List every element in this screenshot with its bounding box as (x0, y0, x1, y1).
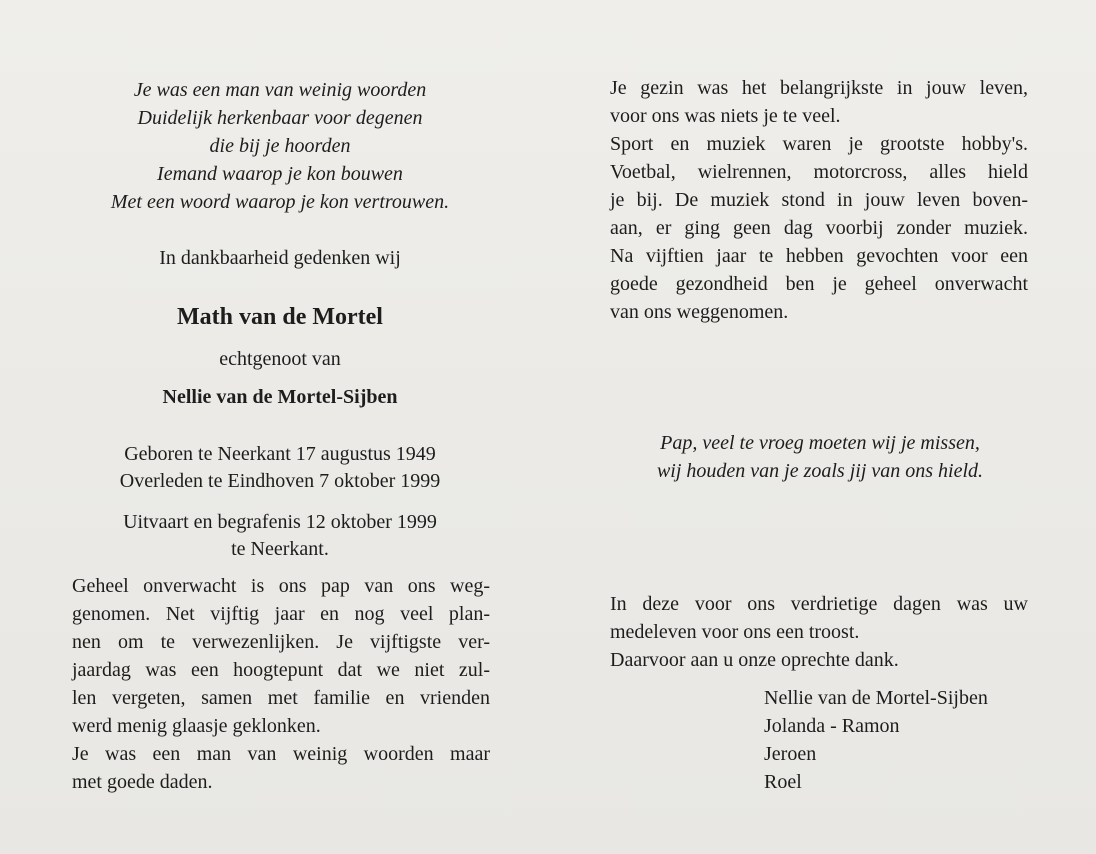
poem-line: Duidelijk herkenbaar voor degenen (137, 107, 423, 129)
story-line: Na vijftien jaar te hebben gevochten voor een (610, 245, 1028, 267)
story-line: Je gezin was het belangrijkste in jouw leven, (610, 77, 1028, 99)
story-line: van ons weggenomen. (610, 301, 789, 323)
poem-line: Met een woord waarop je kon vertrouwen. (110, 191, 450, 213)
relation-text: echtgenoot van (219, 348, 341, 370)
story-line: nen om te verwezenlijken. Je vijftigste ver- (72, 631, 490, 653)
story-line: len vergeten, samen met familie en vrienden (72, 687, 490, 709)
signatory: Jeroen (764, 743, 817, 765)
signatory: Nellie van de Mortel-Sijben (764, 687, 988, 709)
story-line: Sport en muziek waren je grootste hobby's. (610, 133, 1028, 155)
intro-text: In dankbaarheid gedenken wij (159, 247, 401, 269)
poem-line: die bij je hoorden (209, 135, 351, 157)
story-line: met goede daden. (72, 771, 213, 793)
thanks-line: medeleven voor ons een troost. (610, 621, 860, 643)
right-page (610, 0, 1030, 854)
spouse-name: Nellie van de Mortel-Sijben (162, 386, 398, 408)
poem-line: Je was een man van weinig woorden (133, 79, 427, 101)
quote-line: Pap, veel te vroeg moeten wij je missen, (660, 432, 980, 454)
story-line: werd menig glaasje geklonken. (72, 715, 321, 737)
left-page (60, 0, 500, 854)
signatory: Jolanda - Ramon (764, 715, 900, 737)
funeral-place: te Neerkant. (231, 538, 329, 560)
funeral-info: Uitvaart en begrafenis 12 oktober 1999 (123, 511, 437, 533)
story-line: voor ons was niets je te veel. (610, 105, 841, 127)
thanks-line: In deze voor ons verdrietige dagen was uw (610, 593, 1028, 615)
signatory: Roel (764, 771, 802, 793)
death-info: Overleden te Eindhoven 7 oktober 1999 (119, 470, 441, 492)
story-line: goede gezondheid ben je geheel onverwacht (610, 273, 1028, 295)
story-line: Je was een man van weinig woorden maar (72, 743, 490, 765)
story-line: je bij. De muziek stond in jouw leven boven- (610, 189, 1028, 211)
poem-line: Iemand waarop je kon bouwen (157, 163, 403, 185)
story-line: jaardag was een hoogtepunt dat we niet zul- (72, 659, 490, 681)
story-line: Voetbal, wielrennen, motorcross, alles hield (610, 161, 1028, 183)
story-line: genomen. Net vijftig jaar en nog veel plan- (72, 603, 490, 625)
birth-info: Geboren te Neerkant 17 augustus 1949 (124, 443, 436, 465)
story-line: aan, er ging geen dag voorbij zonder muziek. (610, 217, 1028, 239)
quote-line: wij houden van je zoals jij van ons hield. (656, 460, 984, 482)
thanks-line: Daarvoor aan u onze oprechte dank. (610, 649, 899, 671)
story-line: Geheel onverwacht is ons pap van ons weg- (72, 575, 490, 597)
deceased-name: Math van de Mortel (177, 304, 383, 330)
